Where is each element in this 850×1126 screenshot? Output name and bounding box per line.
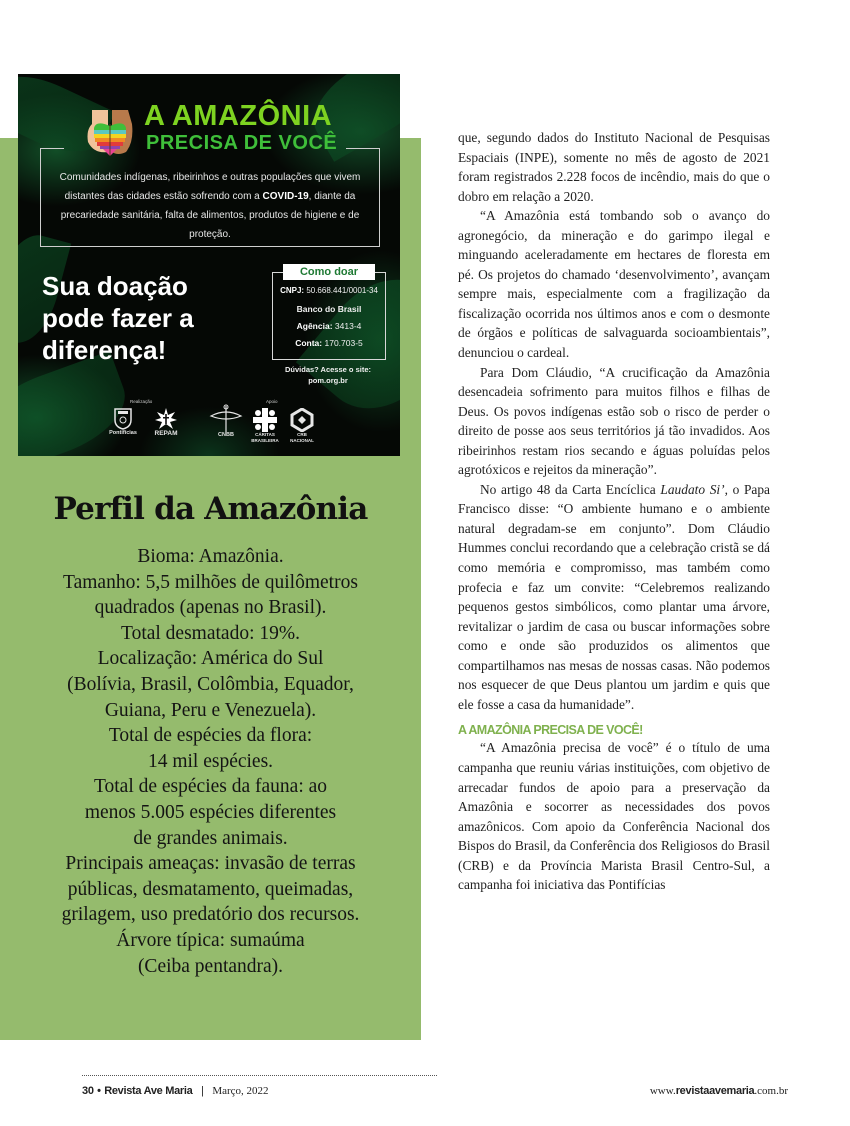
banner-frame-edge: [40, 148, 64, 149]
bullet: •: [97, 1085, 101, 1097]
article-paragraph: No artigo 48 da Carta Encíclica Laudato Si’, o Papa Francisco disse: “O ambiente humano e o ambiente natural degradam-se em conjunto”. Dom Cláudio Hummes conclui recordando que a celebração cristã se dá como memória e compromisso, mas também como profecia e faz um convite: “Celebremos realizando pequenos gestos simbólicos, como plantar uma árvore, revitalizar o jardim de casa ou buscar informações sobre como e onde são produzidos os alimentos que compartilhamos nas mesas de nossas casas. Não podemos nos esquecer de que Deus plantou um jardim e quis que ele fosse a casa da humanidade”.: [458, 481, 770, 712]
profile-line: quadrados (apenas no Brasil).: [94, 597, 327, 619]
article-column: [458, 128, 770, 714]
profile-line: Bioma: Amazônia.: [137, 546, 284, 567]
campaign-banner: [18, 74, 400, 456]
article-columns: [458, 128, 770, 895]
issue-date: Março, 2022: [212, 1085, 269, 1097]
article-paragraph: Para Dom Cláudio, “A crucificação da Amazônia desencadeia sofrimento para muitos filhos e filhas de Deus. Os povos indígenas estão sob o risco de perder o direito de posse aos seus territórios já tão invadidos. Aos ribeirinhos restam rios secando e águas poluídas pelos agrotóxicos e rejeitos da mineração”.: [458, 364, 770, 478]
footer-folio: [82, 1084, 269, 1098]
banner-subtitle: PRECISA DE VOCÊ: [146, 132, 338, 154]
logo-label: CRB NACIONAL: [290, 432, 314, 443]
magazine-name: Revista Ave Maria: [104, 1085, 193, 1097]
cta-line: pode fazer a: [42, 303, 194, 333]
article-column-section: [458, 738, 770, 894]
profile-line: Principais ameaças: invasão de terras: [65, 853, 356, 875]
cta-line: Sua doação: [42, 271, 188, 301]
logo-label: REPAM: [154, 430, 178, 437]
logo-crb: [286, 408, 318, 443]
profile-line: Total desmatado: 19%.: [121, 622, 300, 644]
page-number: 30: [82, 1085, 94, 1097]
footer-divider: [82, 1075, 437, 1076]
profile-line: Localização: América do Sul: [97, 648, 324, 670]
doubts-text: Dúvidas? Acesse o site:: [284, 365, 371, 374]
separator: |: [200, 1085, 204, 1097]
star-cross-icon: [155, 408, 177, 430]
section-heading: A AMAZÔNIA PRECISA DE VOCÊ!: [458, 723, 643, 738]
agency-line: Agência: 3413-4: [296, 321, 362, 331]
caritas-cross-icon: [253, 408, 277, 432]
profile-line: públicas, desmatamento, queimadas,: [67, 878, 354, 900]
how-to-donate-title: Como doar: [283, 264, 375, 280]
how-to-donate-box: [272, 266, 386, 360]
logo-label: CNBB: [218, 432, 234, 438]
support-label: Apoio: [266, 399, 278, 404]
banner-frame-edge: [346, 148, 380, 149]
footer-url[interactable]: www.revistaavemaria.com.br: [649, 1085, 788, 1097]
banner-description: Comunidades indígenas, ribeirinhos e outras populações que vivem distantes das cidades estão sofrendo com a COVID-19, diante da precariedade sanitária, falta de alimentos, produtos de higiene e de proteção.: [59, 172, 361, 240]
logo-caritas: [248, 408, 282, 443]
crb-hexagon-icon: [290, 408, 314, 432]
logo-cnbb: [208, 404, 244, 439]
banner-title: A AMAZÔNIA: [144, 100, 333, 132]
logo-label: CÁRITAS BRASILEIRA: [251, 432, 279, 443]
logo-pontificias: [102, 408, 144, 437]
profile-line: Árvore típica: sumaúma: [116, 929, 305, 951]
logo-repam: [148, 408, 184, 438]
banner-call-to-action: [42, 270, 262, 366]
cnbb-icon: [209, 404, 243, 432]
realization-label: Realização: [130, 399, 153, 404]
cta-line: diferença!: [42, 335, 167, 365]
article-paragraph: “A Amazônia precisa de você” é o título de uma campanha que reuniu várias instituições, com objetivo de arrecadar fundos de apoio para a preservação da Amazônia e socorrer as necessidades dos povos amazônicos. Com apoio da Conferência Nacional dos Bispos do Brasil, da Conferência dos Religiosos do Brasil (CRB) e da Província Marista Brasil Centro-Sul, a campanha foi iniciativa das Pontifícias: [458, 740, 770, 893]
profile-line: Tamanho: 5,5 milhões de quilômetros: [63, 571, 358, 593]
profile-line: 14 mil espécies.: [147, 750, 274, 772]
leaf-decoration: [18, 351, 137, 456]
profile-facts: [0, 544, 421, 979]
logo-label: Pontifícias: [109, 430, 137, 436]
site-link[interactable]: pom.org.br: [308, 376, 348, 385]
profile-line: (Ceiba pentandra).: [137, 955, 284, 977]
shield-icon: [114, 408, 132, 430]
cnpj-line: CNPJ: 50.668.441/0001-34: [280, 286, 378, 295]
banner-help: [268, 364, 388, 386]
account-line: Conta: 170.703-5: [295, 338, 363, 348]
profile-line: (Bolívia, Brasil, Colômbia, Equador,: [67, 673, 354, 695]
profile-line: Total de espécies da fauna: ao: [93, 776, 328, 798]
bank-name: Banco do Brasil: [296, 304, 362, 314]
profile-line: menos 5.005 espécies diferentes: [84, 801, 337, 823]
profile-line: grilagem, uso predatório dos recursos.: [61, 904, 360, 926]
profile-line: Total de espécies da flora:: [108, 725, 313, 747]
profile-line: de grandes animais.: [133, 827, 288, 849]
article-paragraph: “A Amazônia está tombando sob o avanço do agronegócio, da mineração e do garimpo ilegal e minguando aceleradamente em hectares de floresta em pé. Os projetos do chamado ‘desenvolvimento’, avançam sempre mais, especialmente com a fragilização da fiscalização ocorrida nos últimos anos e com o desmonte de órgãos e políticas de salvaguarda socioambientais”, denunciou o cardeal.: [458, 208, 770, 361]
profile-title: Perfil da Amazônia: [53, 491, 368, 527]
profile-line: Guiana, Peru e Venezuela).: [104, 699, 317, 721]
article-paragraph: que, segundo dados do Instituto Nacional de Pesquisas Espaciais (INPE), somente no mês de agosto de 2021 foram registrados 2.228 focos de incêndio, mais do que o dobro em relação a 2020.: [458, 130, 770, 204]
